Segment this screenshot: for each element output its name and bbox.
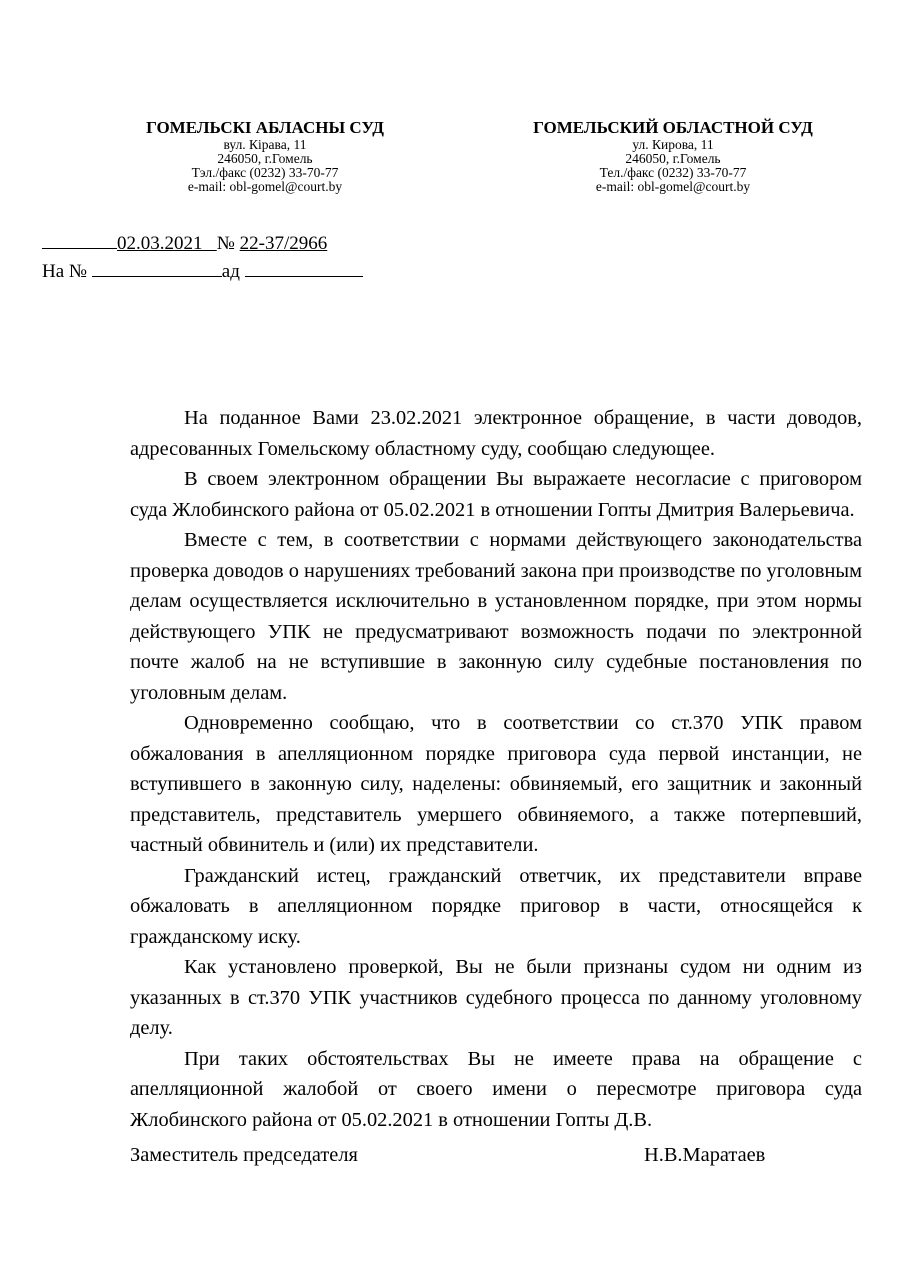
paragraph: Вместе с тем, в соответствии с нормами действующего законодательства проверка доводов о нарушениях требований закона при производстве по уголовным делам осуществляется исключительно в установленном порядке, при этом нормы действующего УПК не предусматривают возможность подачи по электронной почте жалоб на не вступившие в законную силу судебные постановления по уголовным делам. — [130, 529, 863, 704]
phone-ru: Тел./факс (0232) 33-70-77 — [599, 165, 747, 180]
letter-number: 22-37/2966 — [239, 233, 328, 254]
reply-label: На № — [42, 261, 88, 282]
email-by: e-mail: obl-gomel@court.by — [187, 179, 343, 194]
signature-name: Н.В.Маратаев — [644, 1144, 766, 1166]
paragraph: Одновременно сообщаю, что в соответствии со ст.370 УПК правом обжалования в апелляционном порядке приговора суда первой инстанции, не вступившего в законную силу, наделены: обвиняемый, его защитник и законный представитель, представитель умершего обвиняемого, а также потерпевший, частный обвинитель и (или) их представители. — [130, 712, 862, 856]
signature-position: Заместитель председателя — [130, 1144, 358, 1166]
city-by: 246050, г.Гомель — [217, 151, 313, 166]
email-ru: e-mail: obl-gomel@court.by — [595, 179, 751, 194]
incoming-reference — [42, 258, 363, 284]
from-label: ад — [221, 261, 240, 282]
letter-date: 02.03.2021 — [117, 233, 203, 254]
phone-by: Тэл./факс (0232) 33-70-77 — [191, 165, 339, 180]
address-by: вул. Кірава, 11 — [223, 137, 307, 152]
court-name-by: ГОМЕЛЬСКІ АБЛАСНЫ СУД — [146, 118, 384, 137]
letterhead-russian — [498, 118, 848, 194]
blank-line — [42, 230, 117, 249]
blank-line — [245, 258, 363, 277]
paragraph: На поданное Вами 23.02.2021 электронное обращение, в части доводов, адресованных Гомельскому областному суду, сообщаю следующее. — [130, 407, 862, 460]
paragraph: Как установлено проверкой, Вы не были признаны судом ни одним из указанных в ст.370 УПК участников судебного процесса по данному уголовному делу. — [130, 956, 862, 1039]
number-label: № — [216, 233, 235, 254]
address-ru: ул. Кирова, 11 — [632, 137, 714, 152]
paragraph: При таких обстоятельствах Вы не имеете права на обращение с апелляционной жалобой от своего имени о пересмотре приговора суда Жлобинского района от 05.02.2021 в отношении Гопты Д.В. — [130, 1047, 862, 1131]
paragraph: В своем электронном обращении Вы выражаете несогласие с приговором суда Жлобинского района от 05.02.2021 в отношении Гопты Дмитрия Валерьевича. — [130, 468, 862, 521]
paragraph: Гражданский истец, гражданский ответчик, их представители вправе обжаловать в апелляционном порядке приговор в части, относящейся к гражданскому иску. — [130, 864, 862, 948]
letter-body — [130, 403, 862, 1135]
court-name-ru: ГОМЕЛЬСКИЙ ОБЛАСТНОЙ СУД — [533, 118, 813, 137]
blank-line — [92, 258, 222, 277]
outgoing-reference — [42, 230, 327, 256]
letterhead-belarusian — [110, 118, 420, 194]
city-ru: 246050, г.Гомель — [625, 151, 721, 166]
